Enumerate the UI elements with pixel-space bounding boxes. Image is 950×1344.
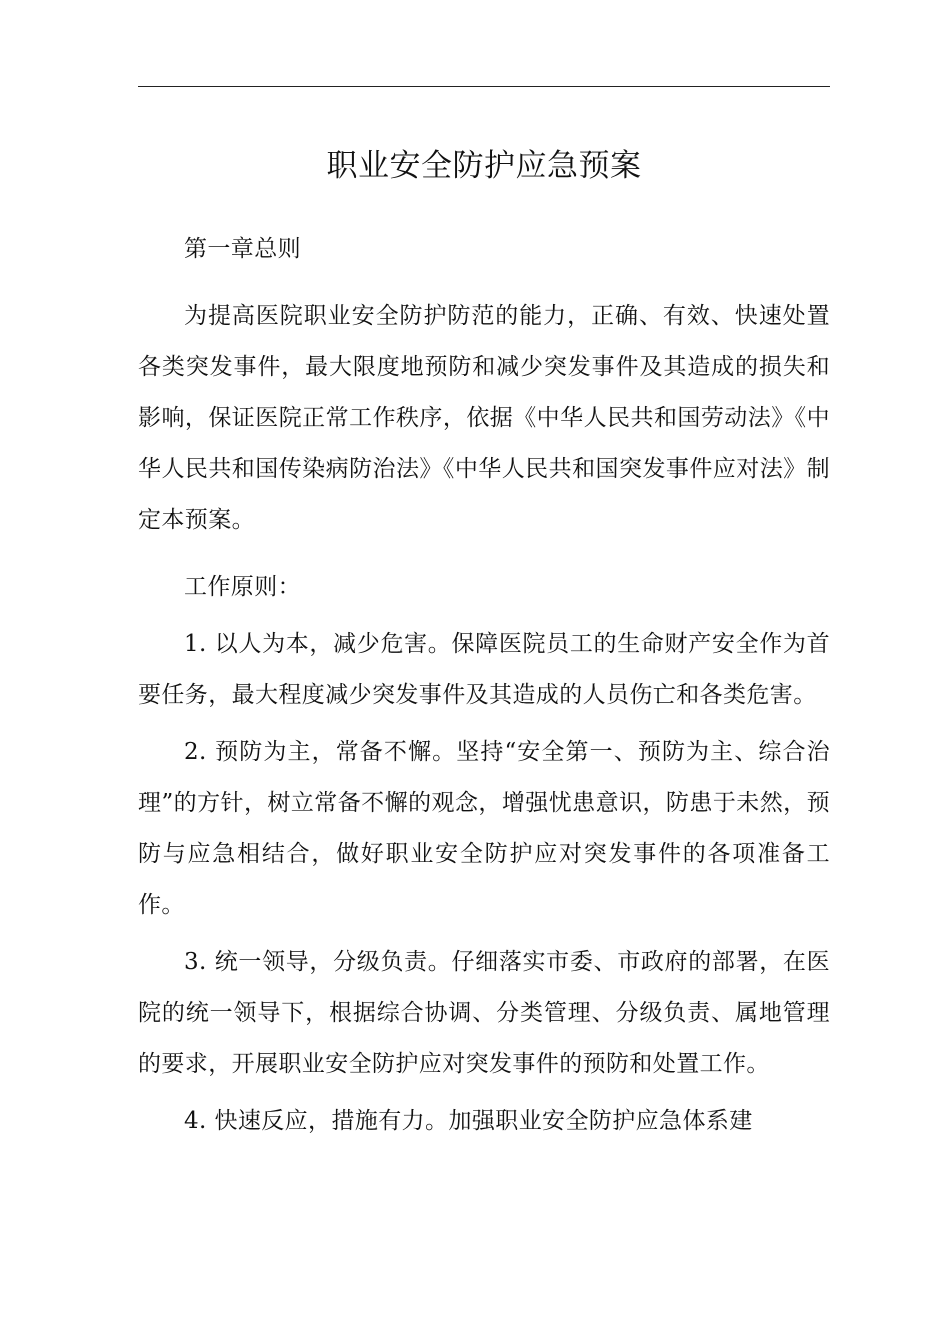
document-title: 职业安全防护应急预案 xyxy=(326,148,642,184)
principle-item: 2. 预防为主，常备不懈。坚持“安全第一、预防为主、综合治理”的方针，树立常备不懈的观念，增强忧患意识，防患于未然，预防与应急相结合，做好职业安全防护应对突发事件的各项准备工作。 xyxy=(138,739,830,918)
header-divider xyxy=(138,86,830,87)
principles-heading: 工作原则： xyxy=(184,574,301,600)
document-body xyxy=(138,224,830,1147)
principle-item: 4. 快速反应，措施有力。加强职业安全防护应急体系建 xyxy=(184,1108,753,1134)
chapter-heading: 第一章总则 xyxy=(184,236,301,262)
principle-item: 3. 统一领导，分级负责。仔细落实市委、市政府的部署，在医院的统一领导下，根据综合协调、分类管理、分级负责、属地管理的要求，开展职业安全防护应对突发事件的预防和处置工作。 xyxy=(138,949,830,1077)
principle-item: 1. 以人为本，减少危害。保障医院员工的生命财产安全作为首要任务，最大程度减少突发事件及其造成的人员伤亡和各类危害。 xyxy=(138,631,830,708)
intro-paragraph: 为提高医院职业安全防护防范的能力，正确、有效、快速处置各类突发事件，最大限度地预防和减少突发事件及其造成的损失和影响，保证医院正常工作秩序，依据《中华人民共和国劳动法》《中华人民共和国传染病防治法》《中华人民共和国突发事件应对法》制定本预案。 xyxy=(138,303,830,533)
